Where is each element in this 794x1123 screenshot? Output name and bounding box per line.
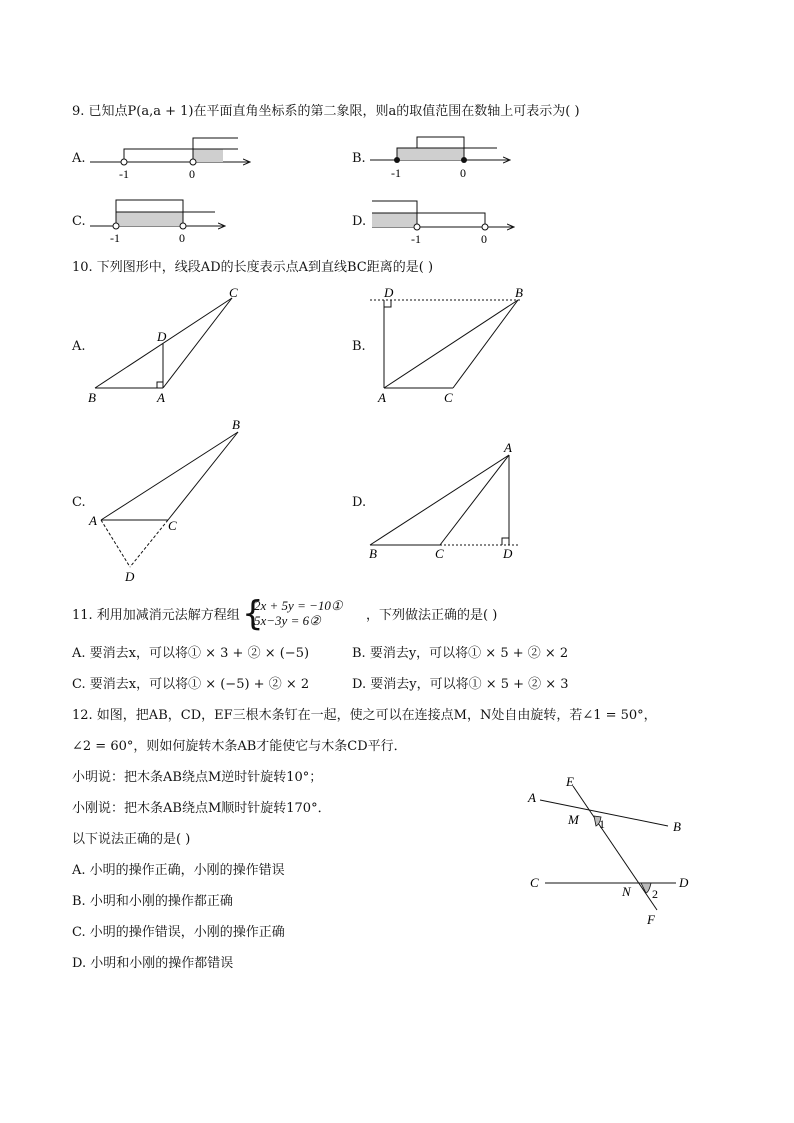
q12-question: 以下说法正确的是( ) xyxy=(72,832,191,847)
tick-a-neg1: -1 xyxy=(119,167,129,181)
q12-stem-line2: ∠2 = 60°，则如何旋转木条AB才能使它与木条CD平行． xyxy=(72,739,407,754)
q9-stem: 9. 已知点P(a,a + 1)在平面直角坐标系的第二象限，则a的取值范围在数轴上可表示为( ) xyxy=(72,104,580,119)
q12-point-d: D xyxy=(679,875,689,890)
q11-option-c[interactable]: C. 要消去x，可以将① × (−5) + ② × 2 xyxy=(72,677,310,692)
tick-c-0: 0 xyxy=(179,231,185,245)
q12-point-b: B xyxy=(673,819,681,834)
q10c-point-b: B xyxy=(232,417,240,432)
q12-stem-line1: 12. 如图，把AB，CD，EF三根木条钉在一起，使之可以在连接点M，N处自由旋转，若∠1 = 50°， xyxy=(72,708,657,723)
tick-d-neg1: -1 xyxy=(411,232,421,246)
q12-point-a: A xyxy=(528,790,536,805)
q10d-point-a: A xyxy=(504,440,512,455)
q10-option-d-label[interactable]: D. xyxy=(352,495,367,510)
q11-option-a[interactable]: A. 要消去x，可以将① × 3 + ② × (−5) xyxy=(72,646,310,661)
q10c-point-d: D xyxy=(125,569,135,584)
q12-option-b[interactable]: B. 小明和小刚的操作都正确 xyxy=(72,894,233,909)
q9-option-a-label[interactable]: A. xyxy=(72,151,86,166)
tick-b-0: 0 xyxy=(460,166,466,180)
q11-option-b[interactable]: B. 要消去y，可以将① × 5 + ② × 2 xyxy=(352,646,569,661)
q10c-point-c: C xyxy=(168,518,177,533)
q11-brace: { xyxy=(242,594,264,634)
q12-point-e: E xyxy=(566,774,574,789)
q11-stem-suffix: ，下列做法正确的是( ) xyxy=(366,608,498,623)
q10-stem: 10. 下列图形中，线段AD的长度表示点A到直线BC距离的是( ) xyxy=(72,260,434,275)
q10d-point-b: B xyxy=(369,546,377,561)
q9-option-b-label[interactable]: B. xyxy=(352,151,366,166)
q10d-point-d: D xyxy=(503,546,513,561)
q10-option-a-label[interactable]: A. xyxy=(72,339,86,354)
q12-angle-1-label: 1 xyxy=(599,817,605,831)
tick-d-0: 0 xyxy=(481,232,487,246)
q12-xiaoming: 小明说：把木条AB绕点M逆时针旋转10°； xyxy=(72,770,323,785)
q12-point-c: C xyxy=(530,875,539,890)
q11-option-d[interactable]: D. 要消去y，可以将① × 5 + ② × 3 xyxy=(352,677,569,692)
tick-a-0: 0 xyxy=(189,167,195,181)
q12-angle-2-label: 2 xyxy=(652,887,658,901)
q10a-point-a: A xyxy=(157,390,165,405)
q12-option-d[interactable]: D. 小明和小刚的操作都错误 xyxy=(72,956,234,971)
q12-point-f: F xyxy=(647,912,655,927)
q11-eq2: 5x−3y = 6② xyxy=(254,613,321,628)
q9-option-c-label[interactable]: C. xyxy=(72,214,86,229)
q10-option-c-label[interactable]: C. xyxy=(72,495,86,510)
q12-point-n: N xyxy=(622,884,631,899)
q10b-point-a: A xyxy=(378,390,386,405)
q10b-point-b: B xyxy=(515,285,523,300)
q11-eq1: 2x + 5y = −10① xyxy=(254,598,343,613)
q12-xiaogang: 小刚说：把木条AB绕点M顺时针旋转170°． xyxy=(72,801,331,816)
tick-b-neg1: -1 xyxy=(391,166,401,180)
q10-option-b-label[interactable]: B. xyxy=(352,339,366,354)
q10b-point-c: C xyxy=(444,390,453,405)
q12-option-a[interactable]: A. 小明的操作正确，小刚的操作错误 xyxy=(72,863,285,878)
q10d-point-c: C xyxy=(435,546,444,561)
q10a-point-d: D xyxy=(157,329,167,344)
q10a-point-c: C xyxy=(229,285,238,300)
q12-point-m: M xyxy=(568,812,579,827)
q11-stem-prefix: 11. 利用加减消元法解方程组 xyxy=(72,608,240,623)
q10c-point-a: A xyxy=(89,513,97,528)
q10b-point-d: D xyxy=(384,285,394,300)
q9-option-d-label[interactable]: D. xyxy=(352,214,367,229)
q12-option-c[interactable]: C. 小明的操作错误，小刚的操作正确 xyxy=(72,925,285,940)
q10a-point-b: B xyxy=(88,390,96,405)
tick-c-neg1: -1 xyxy=(110,231,120,245)
